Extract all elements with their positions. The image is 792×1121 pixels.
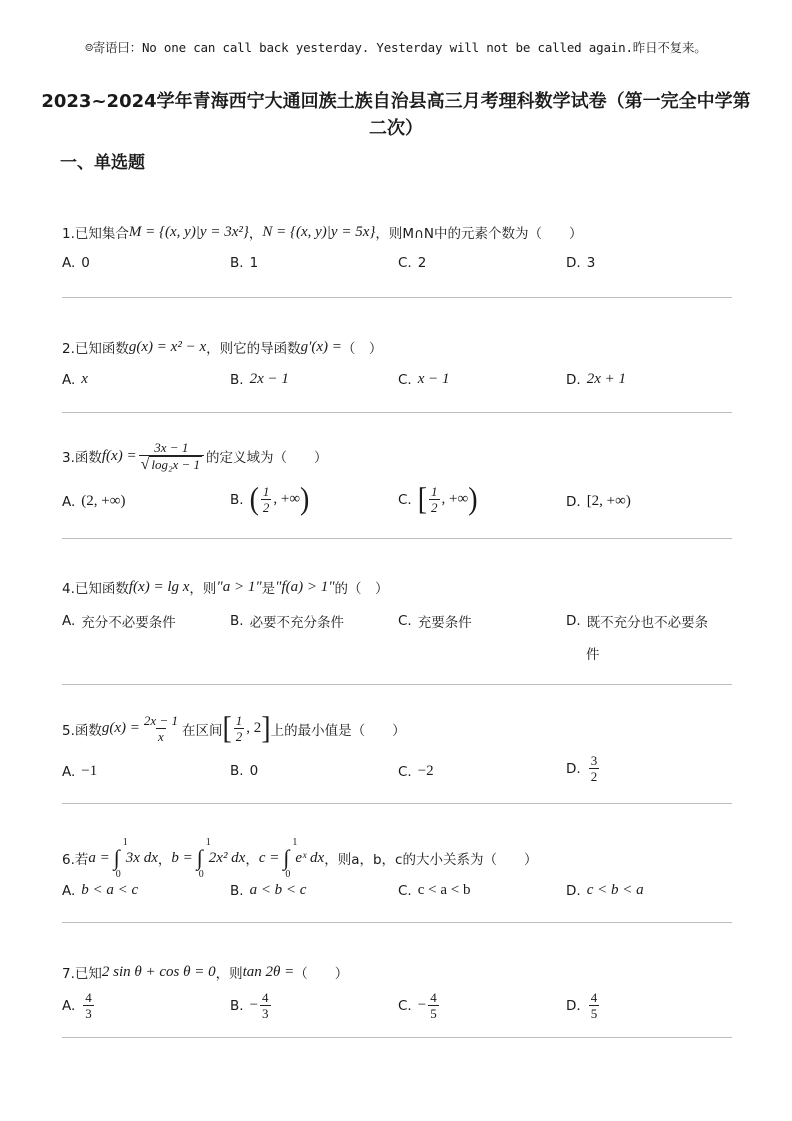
fraction-numerator: 2x − 1 (143, 713, 178, 728)
section-heading: 一、单选题 (60, 153, 145, 173)
divider (62, 297, 732, 298)
option-label: A. (62, 882, 76, 899)
option-label: C. (398, 491, 412, 508)
option-label: B. (230, 371, 244, 388)
option-a[interactable] (62, 493, 125, 510)
option-text: a < b < c (249, 882, 307, 898)
close-bracket: ] (261, 710, 271, 746)
question-5-interval-rest: , 2 (246, 720, 262, 736)
fraction-numerator: 4 (430, 990, 437, 1005)
option-b[interactable] (230, 611, 344, 631)
option-a[interactable] (62, 882, 138, 899)
fraction-denominator: 2 (262, 500, 270, 515)
option-text: 充要条件 (417, 615, 472, 631)
fraction-denominator: 2 (235, 729, 243, 744)
fraction-denominator: 5 (590, 1006, 598, 1021)
question-3-function: f(x) = (101, 447, 137, 464)
fraction-numerator: 4 (85, 990, 92, 1005)
integral-lower: 0 (115, 869, 121, 880)
sqrt-argument: log₂x − 1 (151, 457, 201, 472)
option-label: C. (398, 763, 412, 780)
fraction-numerator: 4 (590, 990, 598, 1005)
question-5-mid: 在区间 (181, 722, 223, 739)
integral-lower: 0 (198, 869, 204, 880)
question-1-stem (62, 222, 583, 242)
question-6-b: b = (171, 849, 193, 866)
option-b[interactable] (230, 371, 289, 388)
question-7-stem (62, 962, 348, 982)
question-3-suffix: 的定义域为（ ） (206, 450, 328, 466)
option-d[interactable] (566, 611, 708, 631)
question-4-condition-q: "f(a) > 1" (275, 578, 335, 595)
option-b[interactable] (230, 882, 306, 899)
integral-upper: 1 (205, 837, 211, 848)
sqrt-icon: √ (140, 456, 150, 473)
option-text: , +∞ (441, 491, 469, 507)
question-6-stem (62, 837, 538, 880)
divider (62, 684, 732, 685)
question-6-a: a = (88, 849, 110, 866)
option-text: −2 (417, 763, 434, 779)
question-6-c-body: eˣ dx (295, 849, 325, 866)
option-c[interactable] (398, 611, 472, 631)
question-5-fraction (142, 713, 180, 744)
option-label: D. (566, 997, 581, 1014)
fraction-denominator: 3 (85, 1006, 92, 1021)
motto-line: ☺寄语曰：No one can call back yesterday. Yesterday will not be called again.昨日不复来。 (85, 40, 707, 55)
question-7-target: tan 2θ = (242, 963, 295, 980)
option-text: c < b < a (586, 882, 644, 898)
option-label: A. (62, 763, 76, 780)
option-label: A. (62, 371, 76, 388)
divider (62, 538, 732, 539)
option-text: 既不充分也不必要条 (586, 615, 709, 631)
option-label: A. (62, 613, 76, 629)
option-text: 0 (249, 763, 259, 779)
option-text: [2, +∞) (586, 493, 631, 509)
option-label: B. (230, 613, 244, 629)
option-text: −1 (81, 763, 98, 779)
page-title: 2023~2024学年青海西宁大通回族土族自治县高三月考理科数学试卷（第一完全中学第二次） (41, 91, 751, 139)
option-text: , +∞ (273, 491, 301, 507)
option-text: 必要不充分条件 (249, 615, 345, 631)
option-label: D. (566, 371, 581, 388)
question-1-set-n: N = {(x, y)|y = 5x} (262, 223, 376, 240)
option-text: 1 (249, 255, 259, 271)
close-bracket: ) (468, 481, 478, 517)
option-c[interactable] (398, 255, 426, 271)
question-1-set-m: M = {(x, y)|y = 3x²} (128, 223, 249, 240)
option-label: B. (230, 997, 244, 1014)
option-label: D. (566, 493, 581, 510)
fraction-denominator: 2 (431, 500, 438, 515)
option-d[interactable] (566, 371, 626, 388)
option-d[interactable] (566, 255, 595, 271)
option-text: 0 (81, 255, 90, 271)
option-label: A. (62, 997, 76, 1014)
question-1-sep: ， (248, 226, 263, 242)
question-4-mid: ，则 (189, 581, 217, 597)
option-text: (2, +∞) (81, 493, 126, 509)
question-6-sep: ， (245, 852, 259, 868)
option-d[interactable] (566, 493, 631, 510)
option-label: D. (566, 760, 581, 777)
fraction-numerator: 1 (431, 484, 438, 499)
question-6-suffix: ，则a，b，c的大小关系为（ ） (324, 852, 538, 868)
fraction-denominator (139, 455, 204, 472)
option-label: A. (62, 493, 76, 510)
option-c[interactable] (398, 481, 478, 517)
question-4-suffix: 的（ ） (334, 581, 389, 597)
option-label: C. (398, 255, 412, 271)
option-d[interactable] (566, 882, 644, 899)
option-c[interactable] (398, 882, 470, 899)
option-c[interactable] (398, 763, 434, 780)
open-bracket: [ (222, 710, 232, 746)
question-4-condition-p: "a > 1" (216, 578, 262, 595)
option-label: B. (230, 255, 244, 271)
option-b[interactable] (230, 481, 310, 517)
option-d[interactable] (566, 990, 601, 1021)
option-b[interactable] (230, 763, 258, 779)
fraction-numerator: 3 (590, 753, 598, 768)
option-label: C. (398, 997, 412, 1014)
option-text: c < a < b (417, 882, 471, 898)
question-3-prefix: 3.函数 (62, 450, 102, 466)
fraction-numerator: 4 (262, 990, 269, 1005)
question-5-interval-fraction (234, 713, 245, 744)
open-bracket: [ (417, 481, 428, 517)
integral-upper: 1 (292, 837, 298, 848)
option-b[interactable] (230, 255, 258, 271)
fraction-denominator: 3 (262, 1006, 269, 1021)
option-text: x (81, 371, 88, 387)
option-text: 2 (417, 255, 427, 271)
divider (62, 803, 732, 804)
integral-lower: 0 (285, 869, 291, 880)
question-4-function: f(x) = lg x (128, 578, 190, 595)
option-label: A. (62, 255, 76, 271)
option-label: C. (398, 882, 412, 899)
question-6-sep: ， (157, 852, 172, 868)
question-6-a-body: 3x dx (125, 849, 158, 866)
question-4-stem (62, 577, 389, 597)
option-text: b < a < c (81, 882, 139, 898)
question-7-prefix: 7.已知 (62, 966, 102, 982)
question-2-mid: ，则它的导函数 (206, 341, 301, 357)
option-b[interactable] (230, 990, 273, 1021)
option-a[interactable] (62, 371, 88, 388)
question-1-suffix: ，则M∩N中的元素个数为（ ） (375, 226, 583, 242)
fraction-numerator: 1 (235, 713, 243, 728)
question-2-function: g(x) = x² − x (128, 338, 207, 355)
option-label: C. (398, 613, 412, 629)
option-text: x − 1 (417, 371, 450, 387)
question-3-fraction (139, 440, 204, 472)
question-7-mid: ，则 (215, 966, 243, 982)
divider (62, 412, 732, 413)
question-7-suffix: （ ） (294, 966, 349, 982)
option-label: D. (566, 255, 581, 271)
close-bracket: ) (300, 481, 310, 517)
option-label: B. (230, 763, 244, 779)
open-bracket: ( (249, 481, 259, 517)
question-5-function: g(x) = (101, 720, 140, 736)
fraction-numerator: 1 (262, 484, 270, 499)
question-6-b-body: 2x² dx (208, 849, 246, 866)
option-label: D. (566, 882, 581, 899)
question-4-mid2: 是 (261, 581, 276, 597)
option-c[interactable] (398, 990, 441, 1021)
divider (62, 922, 732, 923)
option-text: 3 (586, 255, 596, 271)
integral-icon: ∫ 1 0 (196, 837, 211, 880)
fraction-denominator: x (158, 729, 164, 744)
option-c[interactable] (398, 371, 450, 388)
option-sign: − (417, 997, 427, 1013)
option-a[interactable] (62, 255, 90, 271)
option-sign: − (249, 997, 259, 1013)
option-a[interactable] (62, 763, 97, 780)
option-label: B. (230, 491, 244, 508)
option-text: 2x − 1 (249, 371, 289, 387)
question-5-suffix: 上的最小值是（ ） (270, 722, 406, 739)
option-text: 2x + 1 (586, 371, 626, 387)
question-2-suffix: （ ） (341, 341, 383, 357)
question-7-equation: 2 sin θ + cos θ = 0 (101, 963, 216, 980)
question-5-stem (62, 710, 406, 746)
option-label: C. (398, 371, 412, 388)
option-label: D. (566, 613, 581, 629)
question-6-c: c = (258, 849, 280, 866)
question-5-prefix: 5.函数 (62, 722, 102, 739)
integral-icon: ∫ 1 0 (113, 837, 128, 880)
option-label: B. (230, 882, 244, 899)
fraction-denominator: 5 (430, 1006, 437, 1021)
question-2-derivative: g′(x) = (300, 338, 342, 355)
option-text: 充分不必要条件 (81, 615, 176, 631)
fraction-denominator: 2 (590, 769, 598, 784)
divider (62, 1037, 732, 1038)
option-text-continued: 件 (586, 647, 600, 663)
question-2-stem (62, 337, 382, 357)
integral-upper: 1 (122, 837, 128, 848)
fraction-numerator: 3x − 1 (154, 440, 189, 455)
integral-icon: ∫ 1 0 (283, 837, 298, 880)
question-2-prefix: 2.已知函数 (62, 341, 129, 357)
option-d-wrap (566, 643, 600, 663)
question-4-prefix: 4.已知函数 (62, 581, 129, 597)
option-a[interactable] (62, 611, 176, 631)
question-6-prefix: 6.若 (62, 852, 89, 868)
question-1-prefix: 1.已知集合 (62, 226, 129, 242)
question-3-stem (62, 440, 328, 472)
option-a[interactable] (62, 990, 96, 1021)
option-d[interactable] (566, 753, 601, 784)
